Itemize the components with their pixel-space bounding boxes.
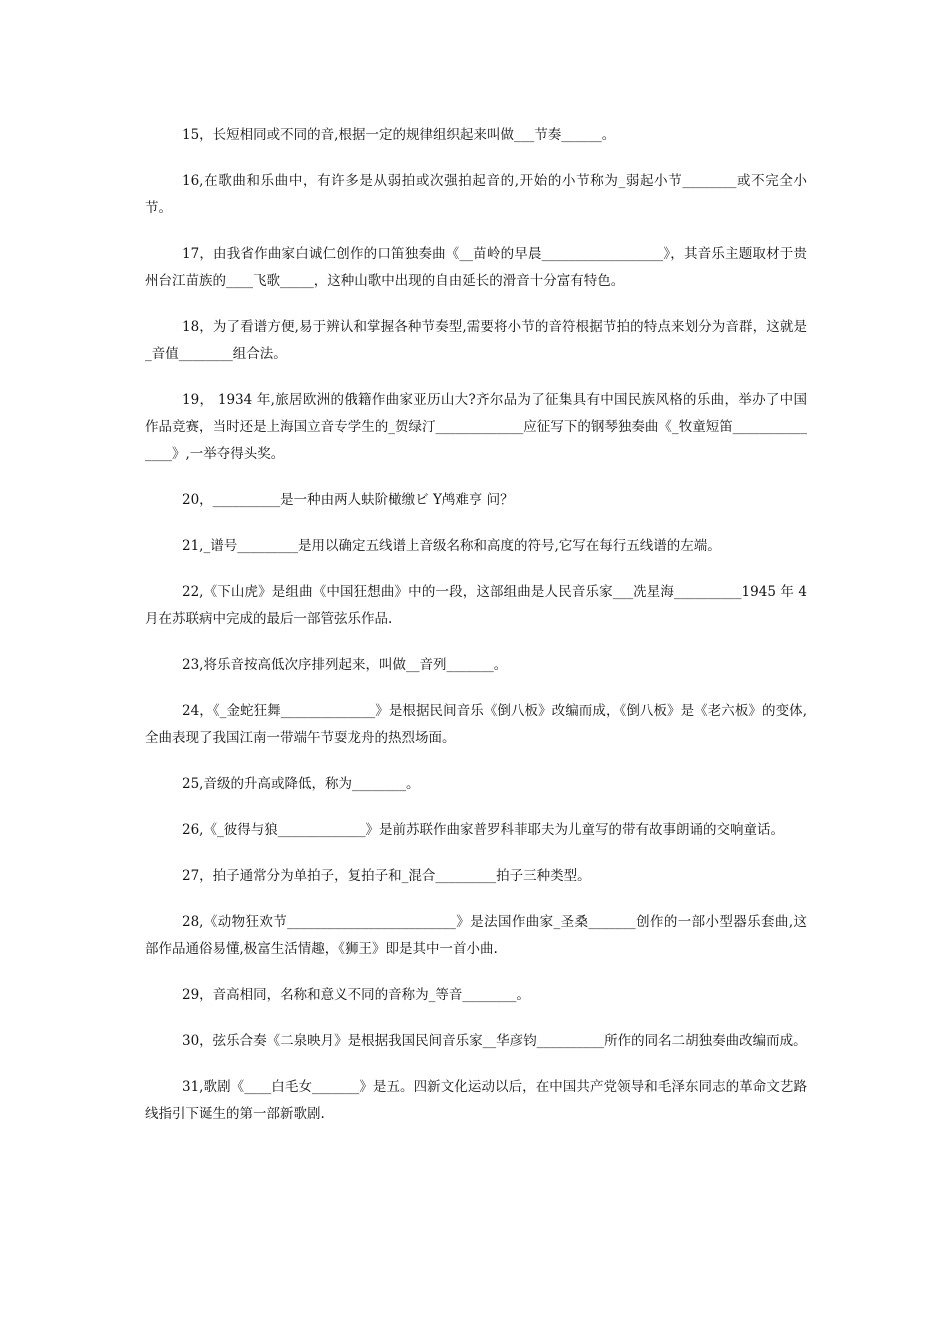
question-23: 23,将乐音按高低次序排列起来，叫做__音列_______。 bbox=[182, 657, 508, 673]
question-26: 26,《_彼得与狼_____________》是前苏联作曲家普罗科菲耶夫为儿童写的带有故事朗诵的交响童话。 bbox=[182, 822, 784, 838]
question-28: 28,《动物狂欢节_________________________》是法国作曲家_圣桑_______创作的一部小型器乐套曲,这部作品通俗易懂,极富生活情趣，《狮王》即是其中一首小曲. bbox=[145, 914, 807, 957]
question-19: 19， 1934 年,旅居欧洲的俄籍作曲家亚历山大?齐尔品为了征集具有中国民族风格的乐曲，举办了中国作品竞赛，当时还是上海国立音专学生的_贺绿汀_____________应征写下的钢琴独奏曲《_牧童短笛_______________》,一举夺得头奖。 bbox=[145, 392, 807, 462]
question-30: 30，弦乐合奏《二泉映月》是根据我国民间音乐家__华彦钧__________所作的同名二胡独奏曲改编而成。 bbox=[182, 1033, 807, 1049]
question-16: 16,在歌曲和乐曲中，有许多是从弱拍或次强拍起音的,开始的小节称为_弱起小节________或不完全小节。 bbox=[145, 173, 807, 216]
question-25: 25,音级的升高或降低，称为________。 bbox=[182, 776, 420, 792]
question-29: 29，音高相同，名称和意义不同的音称为_等音________。 bbox=[182, 987, 530, 1003]
question-18: 18，为了看谱方便,易于辨认和掌握各种节奏型,需要将小节的音符根据节拍的特点来划分为音群，这就是_音值________组合法。 bbox=[145, 319, 807, 362]
question-22: 22,《下山虎》是组曲《中国狂想曲》中的一段，这部组曲是人民音乐家___冼星海__________1945 年 4 月在苏联病中完成的最后一部管弦乐作品. bbox=[145, 584, 807, 627]
question-31: 31,歌剧《____白毛女_______》是五。四新文化运动以后，在中国共产党领导和毛泽东同志的革命文艺路线指引下诞生的第一部新歌剧. bbox=[145, 1079, 807, 1122]
question-17: 17，由我省作曲家白诚仁创作的口笛独奏曲《__苗岭的早晨__________________》，其音乐主题取材于贵州台江苗族的____飞歌_____，这种山歌中出现的自由延长的滑音十分富有特色。 bbox=[145, 246, 807, 289]
question-15: 15，长短相同或不同的音,根据一定的规律组织起来叫做___节奏______。 bbox=[182, 127, 616, 143]
question-21: 21,_谱号_________是用以确定五线谱上音级名称和高度的符号,它写在每行五线谱的左端。 bbox=[182, 538, 721, 554]
document-page bbox=[145, 122, 807, 1147]
question-27: 27，拍子通常分为单拍子，复拍子和_混合_________拍子三种类型。 bbox=[182, 868, 591, 884]
question-20: 20，__________是一种由两人蚨阶橄缴ビ Y鸬难亨 问？ bbox=[182, 492, 514, 508]
question-24: 24，《_金蛇狂舞______________》是根据民间音乐《倒八板》改编而成，《倒八板》是《老六板》的变体,全曲表现了我国江南一带端午节耍龙舟的热烈场面。 bbox=[145, 703, 807, 746]
